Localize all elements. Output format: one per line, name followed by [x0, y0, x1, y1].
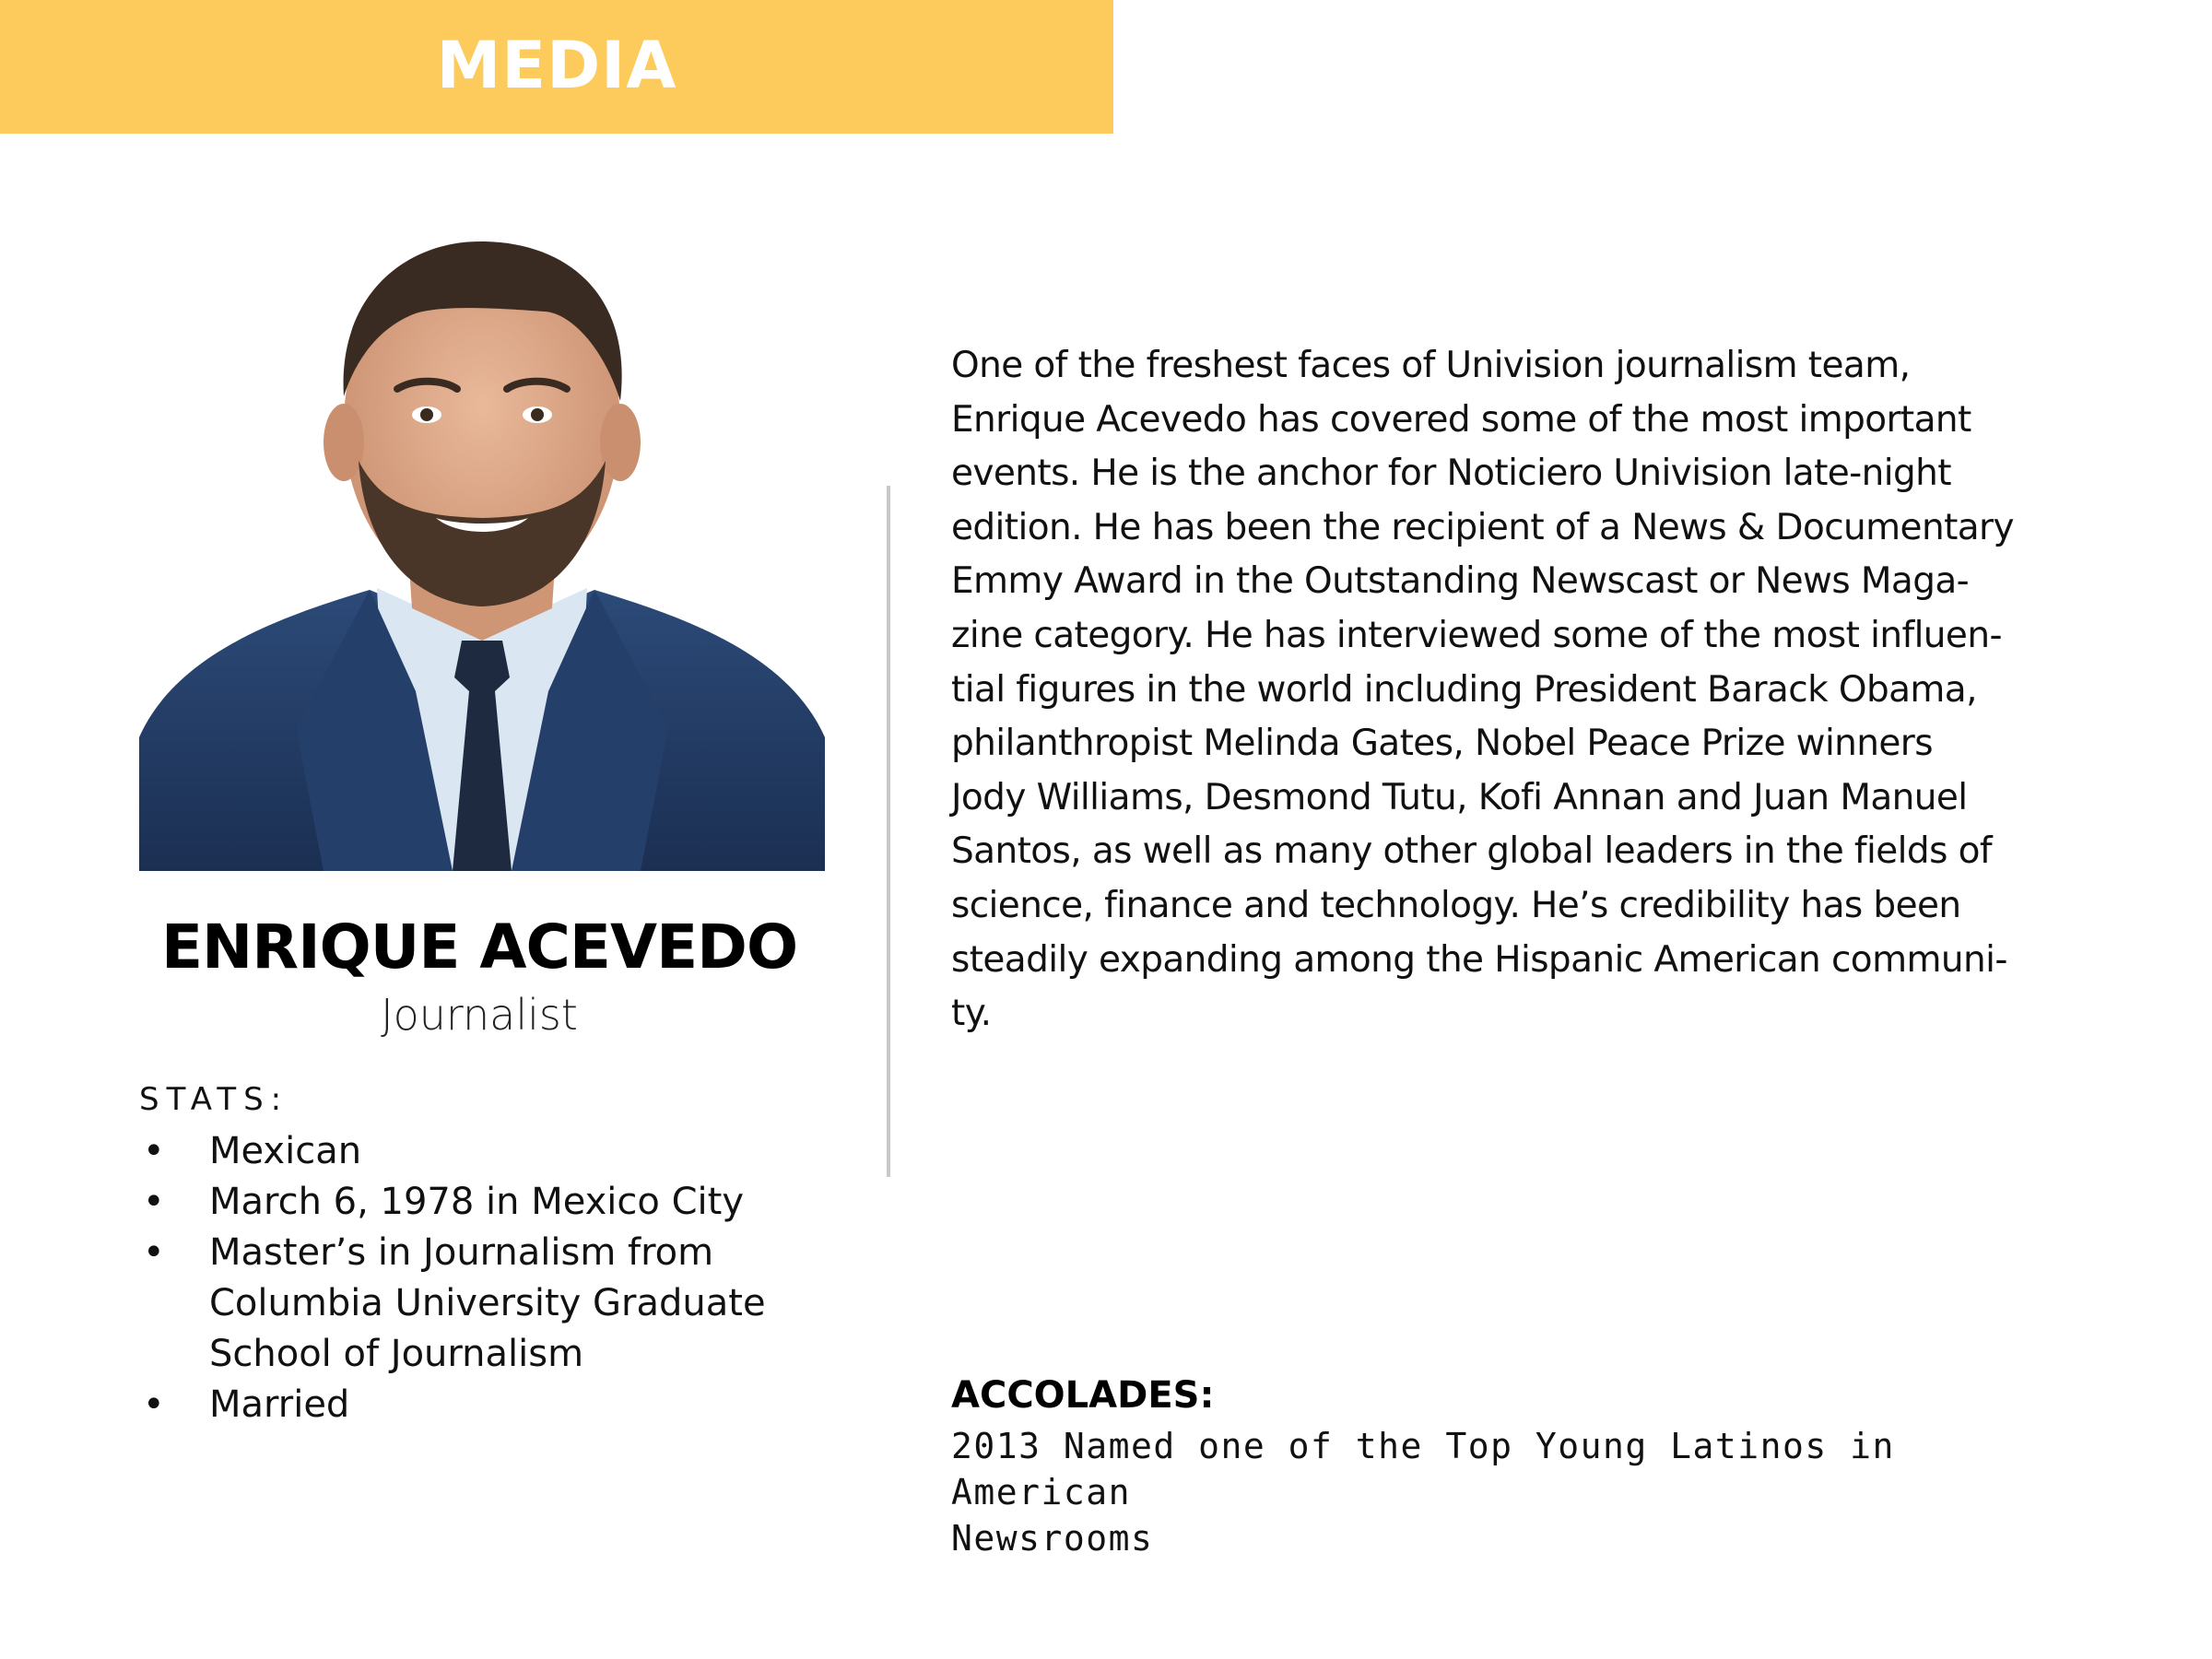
bio-line: events. He is the anchor for Noticiero Univision late-night — [951, 453, 1951, 495]
column-divider — [887, 486, 890, 1177]
person-role: Journalist — [381, 990, 578, 1040]
stats-item-birth — [139, 1177, 840, 1228]
stats-item-text: Mexican — [209, 1130, 362, 1172]
bio-line: Santos, as well as many other global leaders in the fields of — [951, 830, 1992, 873]
accolades-line: Newsrooms — [951, 1518, 1154, 1559]
bio-line: philanthropist Melinda Gates, Nobel Peace Prize winners — [951, 723, 1933, 765]
bio-line: Enrique Acevedo has covered some of the most important — [951, 398, 1971, 441]
stats-item-text: March 6, 1978 in Mexico City — [209, 1181, 744, 1223]
bio-line: ty. — [951, 993, 992, 1035]
bio-line: steadily expanding among the Hispanic American communi- — [951, 938, 2007, 981]
bullet-icon: • — [143, 1231, 165, 1274]
stats-item-marital-status — [139, 1380, 840, 1430]
bio-line: One of the freshest faces of Univision journalism team, — [951, 345, 1911, 386]
bio-line: zine category. He has interviewed some of the most influen- — [951, 614, 2002, 656]
stats-item-text-line: Columbia University Graduate — [209, 1282, 766, 1324]
bullet-icon: • — [143, 1181, 165, 1223]
profile-photo — [139, 175, 825, 871]
bio-line: Jody Williams, Desmond Tutu, Kofi Annan and Juan Manuel — [951, 776, 1968, 818]
bio-line: Emmy Award in the Outstanding Newscast or News Maga- — [951, 560, 1970, 603]
accolades-line: 2013 Named one of the Top Young Latinos in American — [951, 1426, 1895, 1512]
stats-item-text: Married — [209, 1383, 350, 1426]
stats-heading: STATS: — [139, 1081, 289, 1118]
person-name: ENRIQUE ACEVEDO — [160, 912, 798, 982]
stats-list — [139, 1126, 840, 1430]
header-banner — [0, 0, 1113, 134]
stats-item-text-line: School of Journalism — [209, 1333, 584, 1375]
bio-line: science, finance and technology. He’s credibility has been — [951, 884, 1961, 926]
accolades-text — [951, 1423, 2020, 1561]
bullet-icon: • — [143, 1383, 165, 1426]
portrait-illustration — [139, 175, 825, 871]
page-title: MEDIA — [436, 27, 677, 103]
accolades-heading: ACCOLADES: — [951, 1374, 1215, 1417]
bio-line: tial figures in the world including President Barack Obama, — [951, 668, 1977, 711]
bio-line: edition. He has been the recipient of a News & Documentary — [951, 506, 2014, 548]
stats-item-nationality — [139, 1126, 840, 1177]
stats-item-text-line: Master’s in Journalism from — [209, 1231, 714, 1274]
biography-text — [951, 339, 2094, 1041]
stats-item-education — [139, 1228, 840, 1380]
bullet-icon: • — [143, 1130, 165, 1172]
